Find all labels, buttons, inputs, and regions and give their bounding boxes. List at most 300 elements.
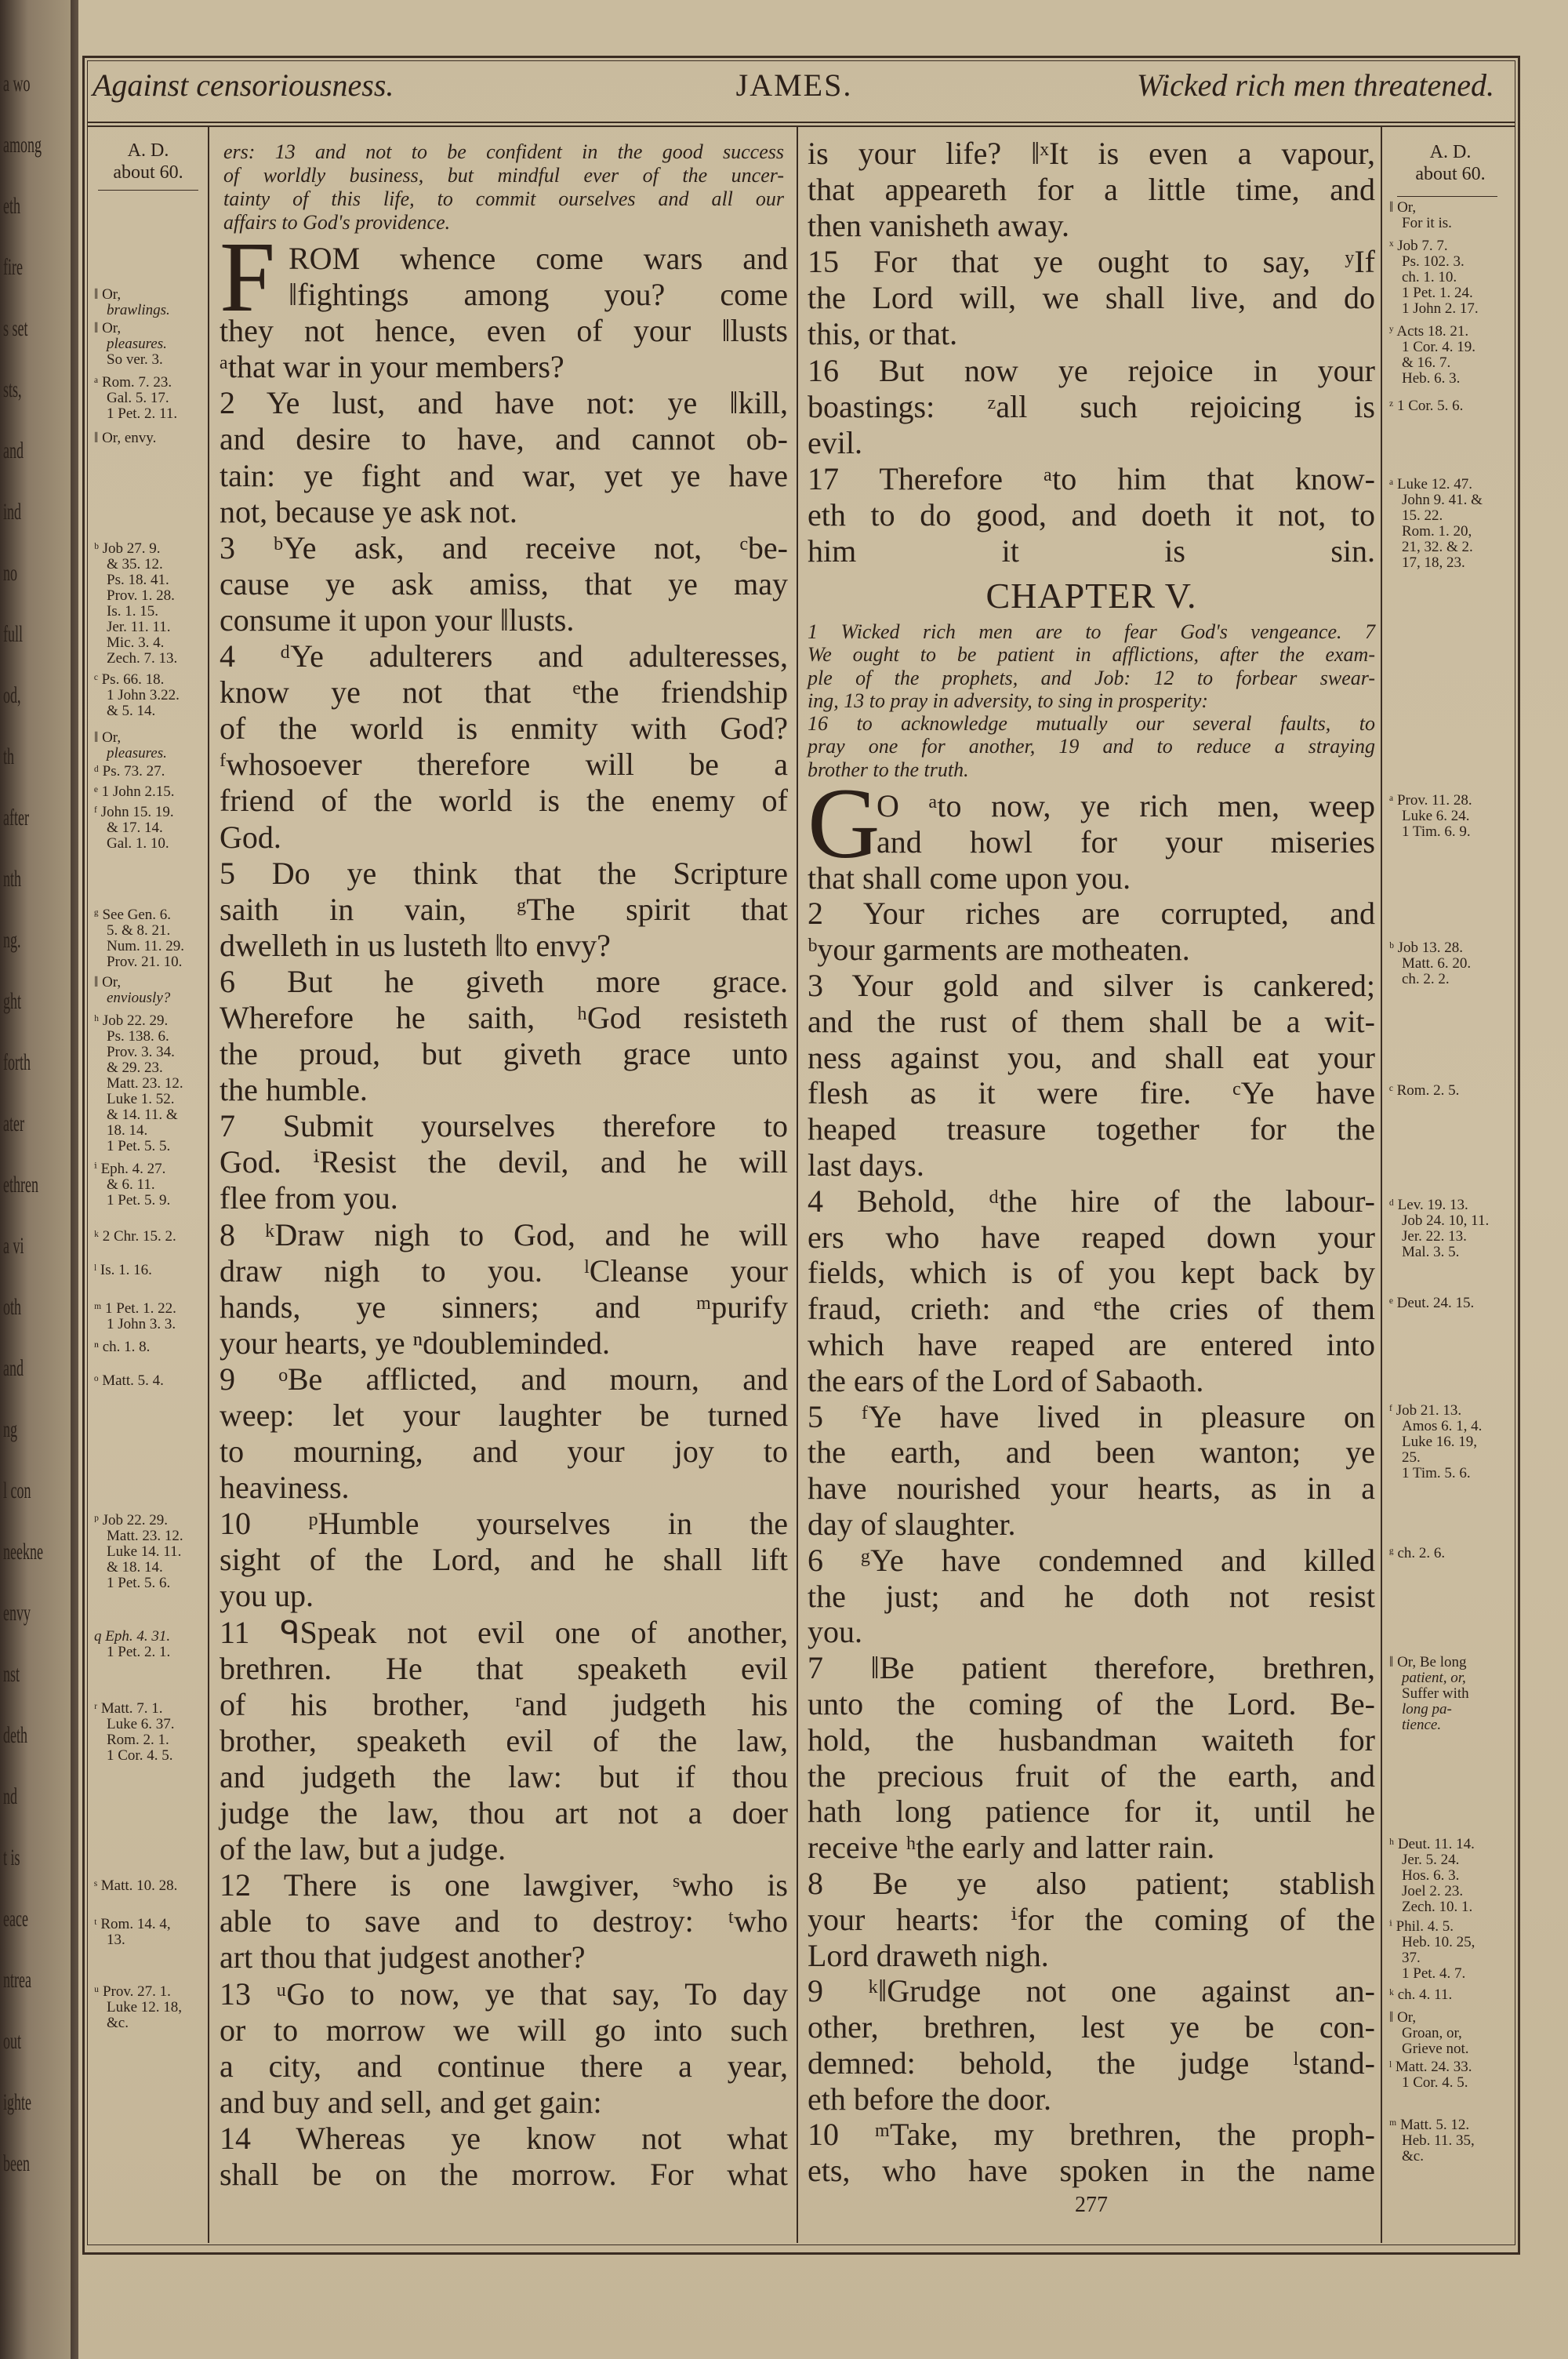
- text-line: evil.: [808, 424, 862, 460]
- running-head-left: Against censoriousness.: [93, 67, 394, 103]
- text-line: 5 Do ye think that the Scripture: [220, 855, 788, 891]
- reference-line: ch. 1. 10.: [1402, 269, 1457, 285]
- text-line: is your life? ‖ˣIt is even a vapour,: [808, 136, 1375, 171]
- cross-reference-note: [94, 1013, 183, 1154]
- header-rule-2: [87, 125, 1515, 127]
- text-line: friend of the world is the enemy of: [220, 783, 788, 819]
- text-line: ‖fightings among you? come: [289, 277, 788, 313]
- text-line: saith in vain, ᵍThe spirit that: [220, 891, 788, 927]
- cross-reference-note: [94, 1701, 175, 1764]
- adjacent-page-text-fragment: oth: [3, 1294, 22, 1320]
- reference-line: 1 John 3. 3.: [107, 1316, 176, 1332]
- date-label: A. D.: [127, 140, 169, 161]
- cross-reference-note: [94, 1984, 182, 2031]
- reference-line: Rom. 1. 20,: [1402, 523, 1472, 540]
- reference-line: ‖ Or,: [1389, 2009, 1417, 2026]
- reference-line: Prov. 3. 34.: [107, 1044, 175, 1060]
- adjacent-page-text-fragment: and: [3, 438, 24, 463]
- reference-line: 5. & 8. 21.: [107, 922, 171, 939]
- text-line: hath long patience for it, until he: [808, 1794, 1375, 1830]
- text-line: they not hence, even of your ‖lusts: [220, 313, 788, 349]
- reference-line: Job 24. 10, 11.: [1402, 1212, 1490, 1229]
- reference-line: 1 Pet. 5. 9.: [107, 1192, 171, 1209]
- reference-line: ᵍ ch. 2. 6.: [1389, 1545, 1446, 1561]
- adjacent-page-text-fragment: ind: [3, 499, 22, 525]
- reference-line: long pa-: [1402, 1701, 1452, 1717]
- reference-line: Prov. 21. 10.: [107, 954, 183, 970]
- text-line: Lord draweth nigh.: [808, 1937, 1049, 1973]
- adjacent-page-text-fragment: eth: [3, 193, 20, 219]
- reference-line: 1 John 2. 17.: [1402, 300, 1479, 317]
- reference-line: ᶜ Ps. 66. 18.: [94, 671, 165, 688]
- text-line: your hearts, ye ⁿdoubleminded.: [220, 1325, 611, 1361]
- text-line: 16 But now ye rejoice in your: [808, 352, 1375, 388]
- left-summary: [223, 140, 784, 234]
- adjacent-page-text-fragment: ethren: [3, 1172, 38, 1198]
- text-line: day of slaughter.: [808, 1506, 1016, 1542]
- adjacent-page-text-fragment: ntrea: [3, 1967, 31, 1993]
- text-line: 10 ᵐTake, my brethren, the proph-: [808, 2117, 1375, 2153]
- text-line: pray one for another, 19 and to reduce a straying: [808, 735, 1375, 758]
- cross-reference-note: [1389, 398, 1463, 414]
- reference-line: tience.: [1402, 1717, 1442, 1733]
- reference-line: Gal. 1. 10.: [107, 835, 169, 852]
- right-text-column-top: [808, 136, 1375, 569]
- adjacent-page-text-fragment: full: [3, 621, 24, 647]
- adjacent-page-text-fragment: t is: [3, 1845, 20, 1870]
- adjacent-page-text-fragment: fire: [3, 254, 23, 280]
- reference-line: ᶻ 1 Cor. 5. 6.: [1389, 398, 1464, 414]
- reference-line: Luke 12. 18,: [107, 1999, 183, 2016]
- reference-line: q Eph. 4. 31.: [94, 1628, 171, 1645]
- reference-line: 1 Cor. 4. 5.: [107, 1747, 173, 1764]
- reference-line: &c.: [107, 2015, 129, 2031]
- left-margin-date: [93, 140, 204, 184]
- reference-line: Zech. 10. 1.: [1402, 1899, 1473, 1915]
- reference-line: ᵐ 1 Pet. 1. 22.: [94, 1300, 176, 1317]
- text-line: tain: ye fight and war, yet ye have: [220, 457, 788, 493]
- text-line: flesh as it were fire. ᶜYe have: [808, 1075, 1375, 1111]
- reference-line: ᵃ Luke 12. 47.: [1389, 476, 1472, 493]
- chapter-heading: CHAPTER V.: [985, 576, 1197, 616]
- reference-line: ᵇ Job 27. 9.: [94, 540, 161, 557]
- reference-line: Jer. 5. 24.: [1402, 1852, 1460, 1868]
- text-line: hands, ye sinners; and ᵐpurify: [220, 1289, 788, 1325]
- cross-reference-note: [94, 1161, 170, 1209]
- text-line: the humble.: [220, 1072, 368, 1108]
- reference-line: Ps. 138. 6.: [107, 1028, 169, 1045]
- cross-reference-note: [1389, 238, 1479, 317]
- text-line: which have reaped are entered into: [808, 1326, 1375, 1362]
- right-margin-rule: [1381, 125, 1382, 2243]
- adjacent-page-text-fragment: sts,: [3, 376, 22, 402]
- adjacent-page-text-fragment: a vi: [3, 1233, 24, 1259]
- reference-line: ᵘ Prov. 27. 1.: [94, 1983, 171, 2000]
- text-line: 13 ᵘGo to now, ye that say, To day: [220, 1976, 788, 2012]
- reference-line: patient, or,: [1402, 1670, 1466, 1686]
- text-line: 1 Wicked rich men are to fear God's vengeance. 7: [808, 620, 1375, 643]
- text-line: demned: behold, the judge ˡstand-: [808, 2045, 1375, 2081]
- reference-line: ‖ Or, Be long: [1389, 1654, 1467, 1670]
- text-line: art thou that judgest another?: [220, 1939, 586, 1976]
- reference-line: Heb. 10. 25,: [1402, 1934, 1475, 1950]
- adjacent-page-text-fragment: s set: [3, 315, 28, 341]
- adjacent-page-text-fragment: ng.: [3, 927, 21, 953]
- reference-line: & 18. 14.: [107, 1559, 163, 1576]
- text-line: 6 ᵍYe have condemned and killed: [808, 1542, 1375, 1578]
- text-line: eth before the door.: [808, 2081, 1051, 2117]
- reference-line: 1 Tim. 5. 6.: [1402, 1465, 1471, 1481]
- cross-reference-note: [94, 431, 156, 446]
- cross-reference-note: [94, 730, 167, 761]
- text-line: 17 Therefore ᵃto him that know-: [808, 460, 1375, 496]
- adjacent-page-text-fragment: after: [3, 805, 29, 831]
- text-line: 2 Ye lust, and have not: ye ‖kill,: [220, 385, 788, 421]
- text-line: unto the coming of the Lord. Be-: [808, 1685, 1375, 1721]
- text-line: boastings: ᶻall such rejoicing is: [808, 388, 1375, 424]
- adjacent-page-text-fragment: nth: [3, 866, 22, 892]
- cross-reference-note: [1389, 1987, 1452, 2003]
- reference-line: 17, 18, 23.: [1402, 554, 1465, 571]
- reference-line: ᵏ ch. 4. 11.: [1389, 1986, 1453, 2003]
- text-line: 3 Your gold and silver is cankered;: [808, 967, 1375, 1003]
- text-line: dwelleth in us lusteth ‖to envy?: [220, 927, 611, 963]
- text-line: sight of the Lord, and he shall lift: [220, 1542, 788, 1578]
- adjacent-page-text-fragment: ater: [3, 1110, 24, 1136]
- date-value: about 60.: [1415, 164, 1486, 184]
- reference-line: Hos. 6. 3.: [1402, 1867, 1460, 1884]
- adjacent-page-text-fragment: nd: [3, 1783, 17, 1809]
- cross-reference-note: [94, 375, 177, 422]
- cross-reference-note: [94, 672, 180, 719]
- reference-line: ⁿ ch. 1. 8.: [94, 1339, 151, 1355]
- text-line: shall be on the morrow. For what: [220, 2156, 788, 2192]
- cross-reference-note: [1389, 1296, 1474, 1311]
- text-line: heaped treasure together for the: [808, 1111, 1375, 1147]
- text-line: ing, 13 to pray in adversity, to sing in prosperity:: [808, 689, 1209, 712]
- reference-line: Rom. 2. 1.: [107, 1732, 169, 1748]
- text-line: ᶠwhosoever therefore will be a: [220, 747, 788, 783]
- adjacent-page-edge: [0, 0, 71, 2359]
- reference-line: ‖ Or,: [94, 974, 122, 990]
- text-line: O ᵃto now, ye rich men, weep: [877, 788, 1375, 823]
- cross-reference-note: [94, 784, 175, 800]
- reference-line: Grieve not.: [1402, 2041, 1469, 2057]
- reference-line: ᵒ Matt. 5. 4.: [94, 1372, 164, 1389]
- text-line: the proud, but giveth grace unto: [220, 1036, 788, 1072]
- reference-line: ᵏ 2 Chr. 15. 2.: [94, 1228, 176, 1245]
- reference-line: ᵐ Matt. 5. 12.: [1389, 2117, 1470, 2133]
- text-line: ets, who have spoken in the name: [808, 2153, 1375, 2189]
- adjacent-page-text-fragment: th: [3, 743, 15, 769]
- adjacent-page-text-fragment: ighte: [3, 2089, 31, 2115]
- reference-line: Zech. 7. 13.: [107, 650, 178, 667]
- text-line: 8 ᵏDraw nigh to God, and he will: [220, 1216, 788, 1252]
- text-line: of worldly business, but mindful ever of the uncer-: [223, 164, 784, 187]
- text-line: 14 Whereas ye know not what: [220, 2120, 788, 2156]
- reference-line: Jer. 22. 13.: [1402, 1228, 1467, 1245]
- reference-line: 15. 22.: [1402, 507, 1443, 524]
- cross-reference-note: [1389, 1546, 1445, 1561]
- reference-line: ˣ Job 7. 7.: [1389, 238, 1448, 254]
- text-line: you.: [808, 1614, 862, 1650]
- text-line: this, or that.: [808, 316, 958, 352]
- adjacent-page-text-fragment: forth: [3, 1049, 31, 1075]
- text-line: 4 Behold, ᵈthe hire of the labour-: [808, 1183, 1375, 1219]
- adjacent-page-text-fragment: deth: [3, 1722, 27, 1748]
- cross-reference-note: [1389, 324, 1475, 387]
- text-line: hold, the husbandman waiteth for: [808, 1721, 1375, 1757]
- text-line: the ears of the Lord of Sabaoth.: [808, 1362, 1204, 1398]
- cross-reference-note: [1389, 2117, 1475, 2165]
- drop-cap-f: F: [220, 221, 276, 333]
- reference-line: ᵃ Prov. 11. 28.: [1389, 792, 1472, 809]
- date-value: about 60.: [113, 162, 183, 183]
- reference-line: pleasures.: [107, 336, 167, 352]
- reference-line: Mic. 3. 4.: [107, 634, 165, 651]
- reference-line: Luke 14. 11.: [107, 1543, 182, 1560]
- cross-reference-note: [94, 1263, 152, 1278]
- cross-reference-note: [94, 1878, 177, 1894]
- text-line: know ye not that ᵉthe friendship: [220, 674, 788, 711]
- reference-line: 1 Pet. 5. 5.: [107, 1138, 171, 1154]
- reference-line: ‖ Or, envy.: [94, 430, 157, 446]
- reference-line: Luke 6. 37.: [107, 1716, 175, 1732]
- text-line: eth to do good, and doeth it not, to: [808, 496, 1375, 533]
- reference-line: 1 Pet. 1. 24.: [1402, 285, 1473, 301]
- reference-line: 1 John 3.22.: [107, 687, 180, 703]
- cross-reference-note: [94, 287, 170, 318]
- text-line: and howl for your miseries: [877, 823, 1375, 860]
- reference-line: Suffer with: [1402, 1685, 1469, 1702]
- cross-reference-note: [94, 1629, 170, 1660]
- text-line: the Lord will, we shall live, and do: [808, 280, 1375, 316]
- reference-line: brawlings.: [107, 302, 170, 318]
- cross-reference-note: [1389, 793, 1472, 840]
- reference-line: & 17. 14.: [107, 820, 163, 836]
- reference-line: ᵖ Job 22. 29.: [94, 1512, 169, 1528]
- reference-line: Num. 11. 29.: [107, 938, 185, 954]
- cross-reference-note: [94, 1373, 164, 1389]
- text-line: We ought to be patient in afflictions, after the exam-: [808, 643, 1375, 667]
- text-line: ple of the prophets, and Job: 12 to forbear swear-: [808, 666, 1375, 689]
- reference-line: 13.: [107, 1932, 125, 1948]
- reference-line: ᵉ 1 John 2.15.: [94, 783, 175, 800]
- reference-line: ‖ Or,: [94, 320, 122, 336]
- drop-cap-g: G: [808, 768, 880, 879]
- adjacent-page-text-fragment: eace: [3, 1906, 28, 1932]
- reference-line: 21, 32. & 2.: [1402, 539, 1473, 555]
- adjacent-page-text-fragment: no: [3, 560, 17, 586]
- adjacent-page-text-fragment: been: [3, 2150, 30, 2176]
- reference-line: ˢ Matt. 10. 28.: [94, 1877, 178, 1894]
- text-line: receive ʰthe early and latter rain.: [808, 1830, 1215, 1866]
- text-line: flee from you.: [220, 1180, 398, 1216]
- text-line: 10 ᵖHumble yourselves in the: [220, 1506, 788, 1542]
- reference-line: Matt. 23. 12.: [107, 1528, 183, 1544]
- text-line: cause ye ask amiss, that ye may: [220, 565, 788, 602]
- cross-reference-note: [1389, 200, 1452, 231]
- reference-line: ‖ Or,: [94, 286, 122, 303]
- text-line: 9 ᵒBe afflicted, and mourn, and: [220, 1361, 788, 1397]
- reference-line: ʰ Deut. 11. 14.: [1389, 1836, 1475, 1852]
- cross-reference-note: [1389, 1919, 1475, 1982]
- reference-line: ch. 2. 2.: [1402, 971, 1450, 987]
- text-line: ᵃthat war in your members?: [220, 349, 564, 385]
- text-line: 15 For that ye ought to say, ʸIf: [808, 244, 1375, 280]
- text-line: consume it upon your ‖lusts.: [220, 602, 575, 638]
- cross-reference-note: [1389, 477, 1483, 571]
- text-line: tainty of this life, to commit ourselves and all our: [223, 187, 784, 210]
- reference-line: Amos 6. 1, 4.: [1402, 1418, 1483, 1434]
- reference-line: 1 Cor. 4. 5.: [1402, 2074, 1468, 2091]
- text-line: the just; and he doth not resist: [808, 1578, 1375, 1614]
- cross-reference-note: [94, 1513, 183, 1591]
- reference-line: Heb. 6. 3.: [1402, 370, 1461, 387]
- text-line: a city, and continue there a year,: [220, 2048, 788, 2084]
- reference-line: 1 Pet. 4. 7.: [1402, 1965, 1466, 1982]
- text-line: ness against you, and shall eat your: [808, 1039, 1375, 1075]
- reference-line: ᵇ Job 13. 28.: [1389, 940, 1464, 956]
- cross-reference-note: [1389, 1403, 1482, 1481]
- text-line: 7 ‖Be patient therefore, brethren,: [808, 1650, 1375, 1686]
- left-margin-rule: [208, 125, 209, 2243]
- reference-line: ᵃ Rom. 7. 23.: [94, 374, 172, 391]
- text-line: ers who have reaped down your: [808, 1219, 1375, 1255]
- reference-line: 1 Pet. 2. 1.: [107, 1644, 171, 1660]
- running-head-book: JAMES.: [735, 67, 853, 103]
- reference-line: & 14. 11. &: [107, 1107, 178, 1123]
- adjacent-page-text-fragment: neekne: [3, 1539, 43, 1565]
- text-line: that appeareth for a little time, and: [808, 172, 1375, 208]
- reference-line: Gal. 5. 17.: [107, 390, 169, 406]
- text-line: or to morrow we will go into such: [220, 2012, 788, 2048]
- text-line: ers: 13 and not to be confident in the good success: [223, 140, 784, 163]
- text-line: other, brethren, lest ye be con-: [808, 2009, 1375, 2045]
- text-line: ᵇyour garments are motheaten.: [808, 932, 1190, 968]
- reference-line: 1 Cor. 4. 19.: [1402, 339, 1475, 355]
- reference-line: ‖ Or,: [94, 729, 122, 746]
- text-line: God.: [220, 819, 281, 855]
- reference-line: & 16. 7.: [1402, 354, 1451, 371]
- reference-line: Luke 1. 52.: [107, 1091, 175, 1107]
- cross-reference-note: [94, 1917, 171, 1948]
- cross-reference-note: [1389, 2010, 1468, 2057]
- text-line: judge the law, thou art not a doer: [220, 1795, 788, 1831]
- text-line: fields, which is of you kept back by: [808, 1255, 1375, 1291]
- reference-line: & 35. 12.: [107, 556, 163, 572]
- text-line: that shall come upon you.: [808, 860, 1131, 896]
- reference-line: ᵈ Ps. 73. 27.: [94, 763, 165, 780]
- reference-line: Matt. 23. 12.: [107, 1075, 183, 1092]
- reference-line: Heb. 11. 35,: [1402, 2132, 1475, 2149]
- text-line: 9 ᵏ‖Grudge not one against an-: [808, 1973, 1375, 2009]
- adjacent-page-text-fragment: among: [3, 132, 42, 158]
- reference-line: Luke 16. 19,: [1402, 1434, 1478, 1450]
- text-line: 3 ᵇYe ask, and receive not, ᶜbe-: [220, 529, 788, 565]
- adjacent-page-text-fragment: ng: [3, 1416, 17, 1442]
- adjacent-page-text-fragment: envy: [3, 1600, 31, 1626]
- reference-line: 37.: [1402, 1950, 1421, 1966]
- cross-reference-note: [94, 907, 184, 970]
- adjacent-page-text-fragment: and: [3, 1355, 24, 1381]
- text-line: ROM whence come wars and: [289, 241, 788, 276]
- cross-reference-note: [1389, 2059, 1472, 2091]
- text-line: brethren. He that speaketh evil: [220, 1650, 788, 1686]
- text-line: 16 to acknowledge mutually our several faults, to: [808, 712, 1375, 736]
- date-rule-right: [1397, 196, 1497, 197]
- reference-line: Matt. 6. 20.: [1402, 955, 1472, 972]
- text-line: of the law, but a judge.: [220, 1831, 506, 1867]
- reference-line: ʳ Matt. 7. 1.: [94, 1700, 163, 1717]
- reference-line: ⁱ Phil. 4. 5.: [1389, 1918, 1454, 1935]
- cross-reference-note: [94, 1339, 150, 1355]
- reference-line: & 29. 23.: [107, 1060, 163, 1076]
- text-line: Wherefore he saith, ʰGod resisteth: [220, 999, 788, 1035]
- cross-reference-note: [94, 805, 174, 852]
- cross-reference-note: [94, 1229, 176, 1245]
- cross-reference-note: [94, 321, 167, 368]
- chapter-summary: [808, 620, 1375, 781]
- reference-line: ˡ Is. 1. 16.: [94, 1262, 152, 1278]
- reference-line: ⁱ Eph. 4. 27.: [94, 1161, 166, 1177]
- text-line: weep: let your laughter be turned: [220, 1398, 788, 1433]
- cross-reference-note: [1389, 1083, 1459, 1099]
- reference-line: ᵍ See Gen. 6.: [94, 907, 172, 923]
- cross-reference-note: [94, 764, 165, 780]
- text-line: of the world is enmity with God?: [220, 711, 788, 747]
- reference-line: Luke 6. 24.: [1402, 808, 1470, 824]
- text-line: the earth, and been wanton; ye: [808, 1434, 1375, 1470]
- date-rule-left: [98, 190, 198, 191]
- reference-line: & 6. 11.: [107, 1176, 155, 1193]
- reference-line: Jer. 11. 11.: [107, 619, 171, 635]
- text-line: your hearts: ⁱfor the coming of the: [808, 1901, 1375, 1937]
- reference-line: 1 Pet. 5. 6.: [107, 1575, 171, 1591]
- text-line: and desire to have, and cannot ob-: [220, 421, 788, 457]
- reference-line: So ver. 3.: [107, 351, 163, 368]
- text-line: and judgeth the law: but if thou: [220, 1758, 788, 1794]
- reference-line: Is. 1. 15.: [107, 603, 158, 620]
- right-margin-date: [1388, 141, 1513, 185]
- page-number: 277: [1075, 2193, 1108, 2217]
- adjacent-page-text-fragment: od,: [3, 682, 21, 708]
- adjacent-page-text-fragment: nst: [3, 1661, 20, 1687]
- reference-line: 1 Tim. 6. 9.: [1402, 823, 1471, 840]
- text-line: not, because ye ask not.: [220, 493, 517, 529]
- reference-line: ᵉ Deut. 24. 15.: [1389, 1295, 1475, 1311]
- cross-reference-note: [1389, 1837, 1475, 1915]
- header-rule: [87, 122, 1515, 123]
- reference-line: ʸ Acts 18. 21.: [1389, 323, 1469, 340]
- reference-line: ˡ Matt. 24. 33.: [1389, 2059, 1472, 2075]
- reference-line: 1 Pet. 2. 11.: [107, 405, 178, 422]
- text-line: to mourning, and your joy to: [220, 1434, 788, 1470]
- reference-line: Ps. 18. 41.: [107, 572, 169, 588]
- text-line: able to save and to destroy: ᵗwho: [220, 1903, 788, 1939]
- text-line: and buy and sell, and get gain:: [220, 2084, 602, 2120]
- text-line: 4 ᵈYe adulterers and adulteresses,: [220, 638, 788, 674]
- reference-line: &c.: [1402, 2148, 1424, 2165]
- text-line: heaviness.: [220, 1470, 350, 1506]
- adjacent-page-text-fragment: l con: [3, 1478, 31, 1503]
- text-line: last days.: [808, 1147, 924, 1183]
- text-line: 2 Your riches are corrupted, and: [808, 896, 1375, 932]
- cross-reference-note: [94, 541, 177, 667]
- text-line: 5 ᶠYe have lived in pleasure on: [808, 1398, 1375, 1434]
- text-line: of his brother, ʳand judgeth his: [220, 1686, 788, 1722]
- date-label: A. D.: [1429, 142, 1472, 162]
